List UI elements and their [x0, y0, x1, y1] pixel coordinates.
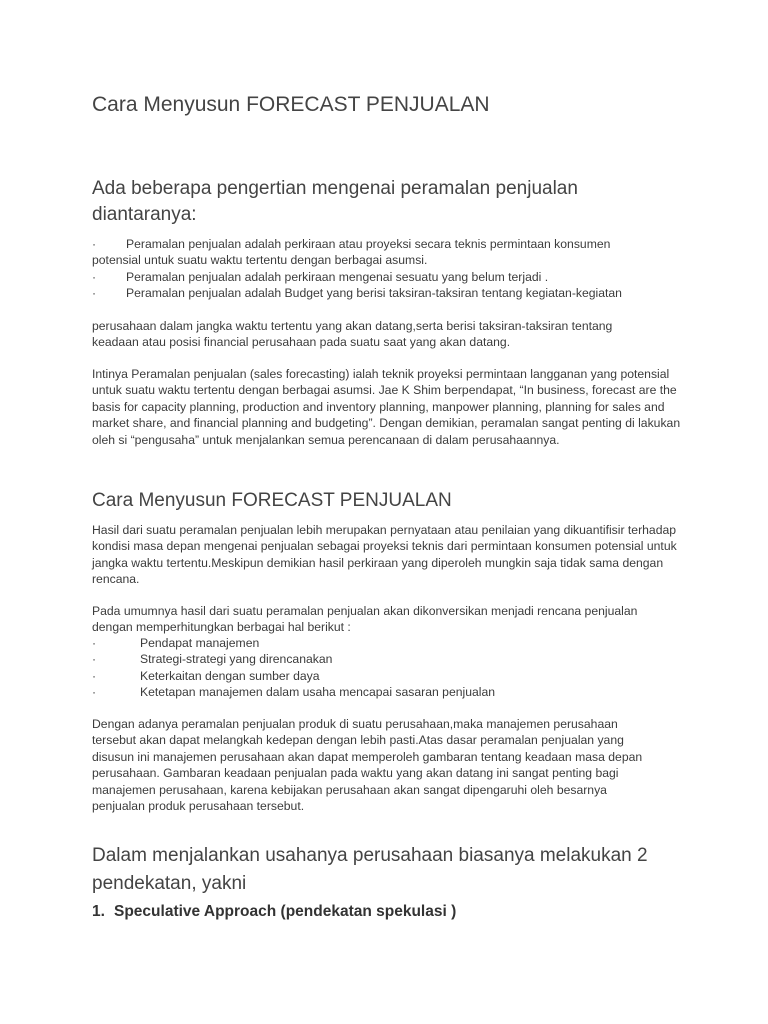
intro-heading: Ada beberapa pengertian mengenai peramalan penjualan diantaranya:	[92, 178, 578, 225]
paragraph: Hasil dari suatu peramalan penjualan lebih merupakan pernyataan atau penilaian yang dikuantifisir terhadap kondisi masa depan mengenai penjualan sebagai proyeksi teknis dari permintaan konsumen potensial untuk jangka waktu tertentu.Meskipun demikian hasil perkiraan yang diperoleh mungkin saja tidak sama dengan rencana.	[92, 523, 677, 587]
bullet-icon: ·	[92, 269, 97, 284]
paragraph: perusahaan dalam jangka waktu tertentu yang akan datang,serta berisi taksiran-taksiran tentang keadaan atau posisi financial perusahaan pada suatu saat yang akan datang.	[92, 319, 613, 350]
bullet-icon: ·	[92, 636, 97, 650]
consideration-list	[92, 635, 592, 701]
paragraph: Dengan adanya peramalan penjualan produk di suatu perusahaan,maka manajemen perusahaan tersebut akan dapat melangkah kedepan dengan lebih pasti.Atas dasar peramalan penjualan yang disusun ini manajemen perusahaan akan dapat memperoleh gambaran tentang keadaan masa depan perusahaan. Gambaran keadaan penjualan pada waktu yang akan datang ini sangat penting bagi manajemen perusahaan, karena kebijakan perusahaan akan sangat dipengaruhi oleh besarnya penjualan produk perusahaan tersebut.	[92, 717, 643, 814]
bullet-icon: ·	[92, 668, 97, 683]
consideration-text: Pendapat manajemen	[140, 636, 260, 650]
approach-number: 1.	[92, 903, 105, 920]
bullet-icon: ·	[92, 652, 97, 667]
consideration-text: Strategi-strategi yang direncanakan	[140, 652, 333, 667]
section-heading: Cara Menyusun FORECAST PENJUALAN	[92, 490, 452, 511]
approach-heading: Dalam menjalankan usahanya perusahaan biasanya melakukan 2 pendekatan, yakni	[92, 845, 648, 894]
list-item	[92, 236, 632, 269]
bullet-icon: ·	[92, 685, 97, 700]
bullet-icon: ·	[92, 237, 97, 251]
list-item	[92, 651, 592, 667]
definition-text: Peramalan penjualan adalah Budget yang berisi taksiran-taksiran tentang kegiatan-kegiatan	[126, 286, 622, 301]
approach-subheading	[92, 903, 456, 921]
bullet-icon: ·	[92, 286, 97, 301]
page-title: Cara Menyusun FORECAST PENJUALAN	[92, 93, 490, 116]
list-item	[92, 269, 632, 285]
paragraph: Intinya Peramalan penjualan (sales forecasting) ialah teknik proyeksi permintaan langganan yang potensial untuk suatu waktu tertentu dengan berbagai asumsi. Jae K Shim berpendapat, “In business, forecast are the basis for capacity planning, production and inventory planning, manpower planning, planning for sales and market share, and financial planning and budgeting”. Dengan demikian, peramalan sangat penting di lakukan oleh si “pengusaha” untuk menjalankan semua perencanaan di dalam perusahaannya.	[92, 367, 681, 447]
list-item	[92, 285, 632, 301]
approach-title: Speculative Approach (pendekatan spekulasi )	[114, 903, 457, 920]
definition-list	[92, 236, 632, 302]
consideration-text: Keterkaitan dengan sumber daya	[140, 668, 320, 683]
list-item	[92, 635, 592, 651]
paragraph: Pada umumnya hasil dari suatu peramalan penjualan akan dikonversikan menjadi rencana penjualan dengan memperhitungkan berbagai hal berikut :	[92, 604, 638, 635]
definition-text: Peramalan penjualan adalah perkiraan mengenai sesuatu yang belum terjadi .	[126, 269, 549, 284]
definition-text: Peramalan penjualan adalah perkiraan atau proyeksi secara teknis permintaan konsumen potensial untuk suatu waktu tertentu dengan berbagai asumsi.	[92, 237, 611, 268]
consideration-text: Ketetapan manajemen dalam usaha mencapai sasaran penjualan	[140, 685, 496, 700]
list-item	[92, 668, 592, 684]
list-item	[92, 684, 592, 700]
